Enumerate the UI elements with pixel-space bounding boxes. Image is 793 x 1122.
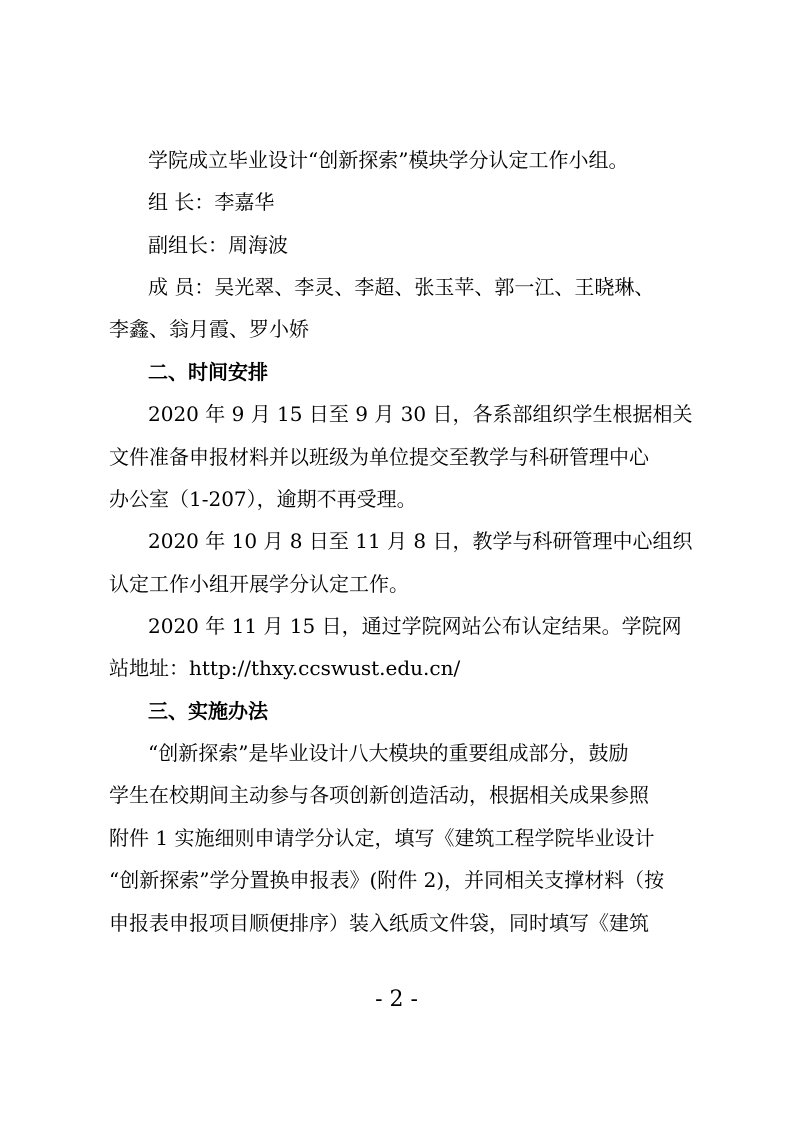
- paragraph-line: 文件准备申报材料并以班级为单位提交至教学与科研管理中心: [109, 445, 649, 469]
- paragraph-line: 2020 年 9 月 15 日至 9 月 30 日，各系部组织学生根据相关: [148, 402, 693, 426]
- page-number: - 2 -: [375, 987, 418, 1012]
- paragraph-line: “创新探索”是毕业设计八大模块的重要组成部分，鼓励: [148, 741, 629, 765]
- paragraph-line: 申报表申报项目顺便排序）装入纸质文件袋，同时填写《建筑: [109, 911, 649, 935]
- paragraph-line: 组 长：李嘉华: [148, 190, 275, 214]
- paragraph-line: 学生在校期间主动参与各项创新创造活动，根据相关成果参照: [109, 783, 649, 807]
- paragraph-line: 副组长：周海波: [148, 233, 288, 257]
- paragraph-line: 学院成立毕业设计“创新探索”模块学分认定工作小组。: [148, 148, 629, 172]
- section-heading: 二、时间安排: [148, 360, 268, 384]
- paragraph-line: “创新探索”学分置换申报表》(附件 2)，并同相关支撑材料（按: [109, 868, 665, 892]
- paragraph-line: 成 员：吴光翠、李灵、李超、张玉苹、郭一江、王晓琳、: [148, 275, 655, 299]
- section-heading: 三、实施办法: [148, 699, 268, 723]
- paragraph-line: 站地址：http://thxy.ccswust.edu.cn/: [109, 656, 461, 680]
- paragraph-line: 办公室（1-207），逾期不再受理。: [109, 487, 417, 511]
- paragraph-line: 认定工作小组开展学分认定工作。: [109, 572, 409, 596]
- paragraph-line: 2020 年 10 月 8 日至 11 月 8 日，教学与科研管理中心组织: [148, 529, 693, 553]
- paragraph-line: 李鑫、翁月霞、罗小娇: [109, 317, 309, 341]
- paragraph-line: 附件 1 实施细则申请学分认定，填写《建筑工程学院毕业设计: [109, 826, 655, 850]
- paragraph-line: 2020 年 11 月 15 日，通过学院网站公布认定结果。学院网: [148, 614, 682, 638]
